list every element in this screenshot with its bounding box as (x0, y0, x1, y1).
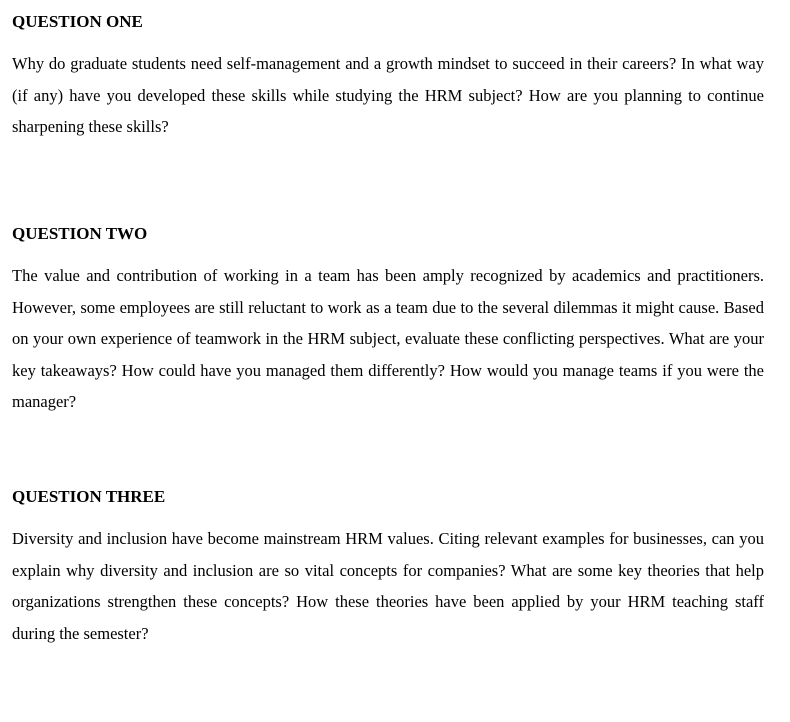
question-one-text: Why do graduate students need self-management and a growth mindset to succeed in their careers? In what way (if any) have you developed these skills while studying the HRM subject? How are you planning to continue sharpening these skills? (12, 54, 764, 136)
question-one-section (12, 12, 764, 143)
question-three-text: Diversity and inclusion have become mainstream HRM values. Citing relevant examples for businesses, can you explain why diversity and inclusion are so vital concepts for companies? What are some key theories that help organizations strengthen these concepts? How these theories have been applied by your HRM teaching staff during the semester? (12, 529, 764, 643)
question-two-heading: QUESTION TWO (12, 224, 148, 243)
question-three-section (12, 487, 764, 649)
question-one-heading: QUESTION ONE (12, 12, 143, 31)
question-two-section (12, 224, 764, 418)
question-two-text: The value and contribution of working in a team has been amply recognized by academics and practitioners. However, some employees are still reluctant to work as a team due to the several dilemmas it might cause. Based on your own experience of teamwork in the HRM subject, evaluate these conflicting perspectives. What are your key takeaways? How could have you managed them differently? How would you manage teams if you were the manager? (12, 266, 764, 411)
question-three-heading: QUESTION THREE (12, 487, 166, 506)
